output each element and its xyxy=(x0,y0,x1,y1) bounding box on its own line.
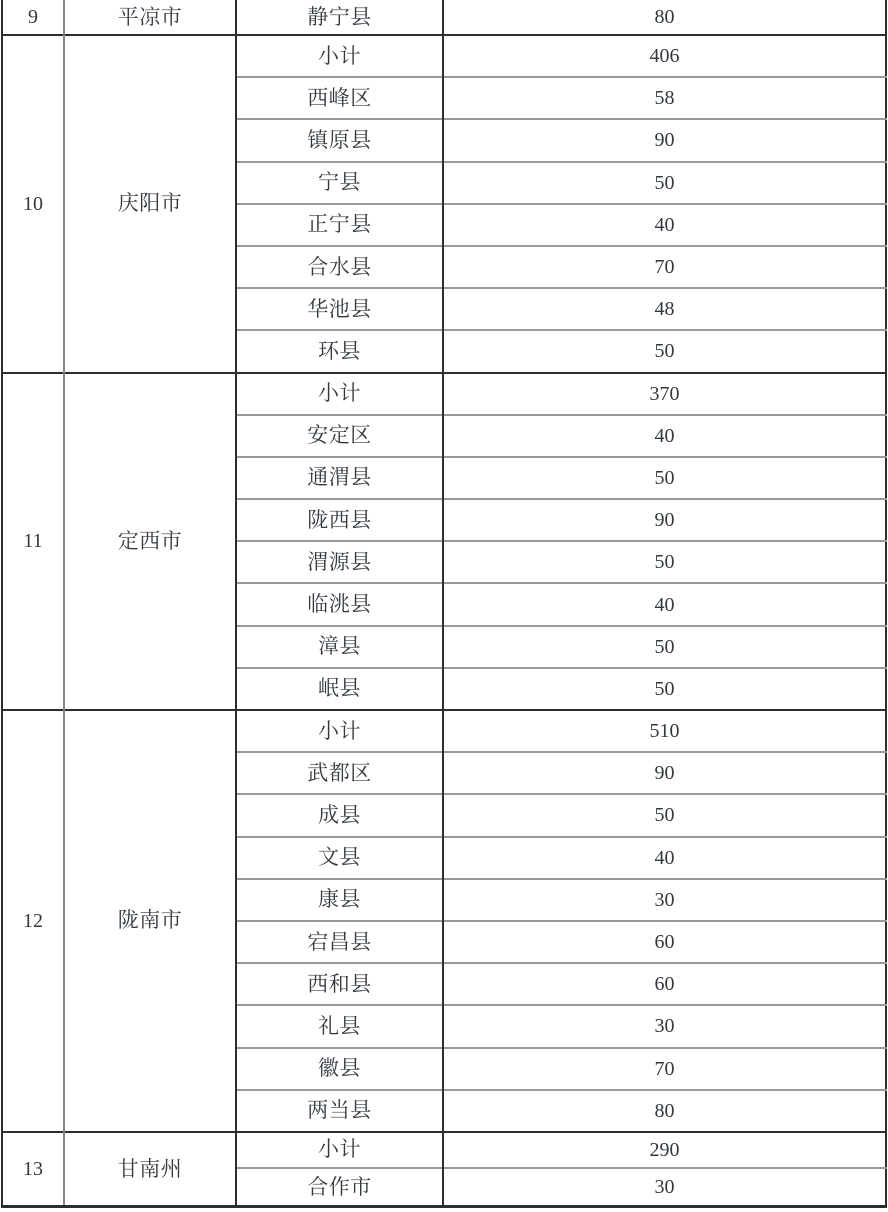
county-cell: 合水县 xyxy=(236,246,443,288)
value-cell: 30 xyxy=(443,879,886,921)
value-cell: 40 xyxy=(443,583,886,625)
county-cell: 华池县 xyxy=(236,288,443,330)
table-row xyxy=(2,710,886,752)
value-cell: 40 xyxy=(443,837,886,879)
county-cell: 漳县 xyxy=(236,626,443,668)
city-cell: 平凉市 xyxy=(64,0,236,35)
row-number-cell: 13 xyxy=(2,1132,64,1207)
value-cell: 510 xyxy=(443,710,886,752)
city-cell: 陇南市 xyxy=(64,710,236,1132)
value-cell: 60 xyxy=(443,963,886,1005)
county-cell: 渭源县 xyxy=(236,541,443,583)
county-cell: 徽县 xyxy=(236,1048,443,1090)
county-cell: 成县 xyxy=(236,794,443,836)
city-cell: 定西市 xyxy=(64,373,236,711)
county-cell: 环县 xyxy=(236,330,443,372)
row-number-cell: 11 xyxy=(2,373,64,711)
value-cell: 50 xyxy=(443,457,886,499)
city-cell: 甘南州 xyxy=(64,1132,236,1207)
table-row xyxy=(2,35,886,77)
value-cell: 60 xyxy=(443,921,886,963)
county-cell: 小计 xyxy=(236,710,443,752)
quota-table xyxy=(1,0,887,1208)
value-cell: 50 xyxy=(443,330,886,372)
value-cell: 80 xyxy=(654,6,675,28)
table-row xyxy=(2,0,886,35)
value-cell: 50 xyxy=(443,668,886,710)
value-cell: 58 xyxy=(443,77,886,119)
table-body xyxy=(2,0,886,1207)
row-number-cell: 12 xyxy=(2,710,64,1132)
county-cell: 小计 xyxy=(236,1132,443,1168)
value-cell: 370 xyxy=(443,373,886,415)
county-cell: 陇西县 xyxy=(236,499,443,541)
table-row xyxy=(2,1132,886,1168)
value-cell: 40 xyxy=(443,204,886,246)
county-cell: 通渭县 xyxy=(236,457,443,499)
county-cell: 康县 xyxy=(236,879,443,921)
value-cell: 50 xyxy=(443,794,886,836)
value-cell: 70 xyxy=(443,246,886,288)
value-cell: 70 xyxy=(443,1048,886,1090)
county-cell: 镇原县 xyxy=(236,119,443,161)
county-cell: 两当县 xyxy=(236,1090,443,1132)
county-cell: 小计 xyxy=(236,35,443,77)
value-cell: 50 xyxy=(443,162,886,204)
value-cell: 50 xyxy=(443,541,886,583)
county-cell: 小计 xyxy=(236,373,443,415)
county-cell: 文县 xyxy=(236,837,443,879)
row-number-cell: 9 xyxy=(2,0,64,35)
county-cell: 宁县 xyxy=(236,162,443,204)
county-cell: 西和县 xyxy=(236,963,443,1005)
county-cell: 安定区 xyxy=(236,415,443,457)
value-cell: 90 xyxy=(443,499,886,541)
value-cell: 30 xyxy=(443,1005,886,1047)
table-row xyxy=(2,373,886,415)
county-cell: 合作市 xyxy=(236,1168,443,1207)
value-cell: 50 xyxy=(443,626,886,668)
value-cell: 40 xyxy=(443,415,886,457)
value-cell: 90 xyxy=(443,119,886,161)
value-cell: 90 xyxy=(443,752,886,794)
county-cell: 西峰区 xyxy=(236,77,443,119)
county-cell: 礼县 xyxy=(236,1005,443,1047)
value-cell: 290 xyxy=(443,1132,886,1168)
value-cell: 48 xyxy=(443,288,886,330)
value-cell: 80 xyxy=(443,1090,886,1132)
county-cell: 岷县 xyxy=(236,668,443,710)
row-number-cell: 10 xyxy=(2,35,64,373)
county-cell: 临洮县 xyxy=(236,583,443,625)
county-cell: 正宁县 xyxy=(236,204,443,246)
value-cell: 406 xyxy=(443,35,886,77)
county-cell: 宕昌县 xyxy=(236,921,443,963)
city-cell: 庆阳市 xyxy=(64,35,236,373)
county-cell: 静宁县 xyxy=(236,0,443,35)
value-cell: 30 xyxy=(443,1168,886,1207)
county-cell: 武都区 xyxy=(236,752,443,794)
